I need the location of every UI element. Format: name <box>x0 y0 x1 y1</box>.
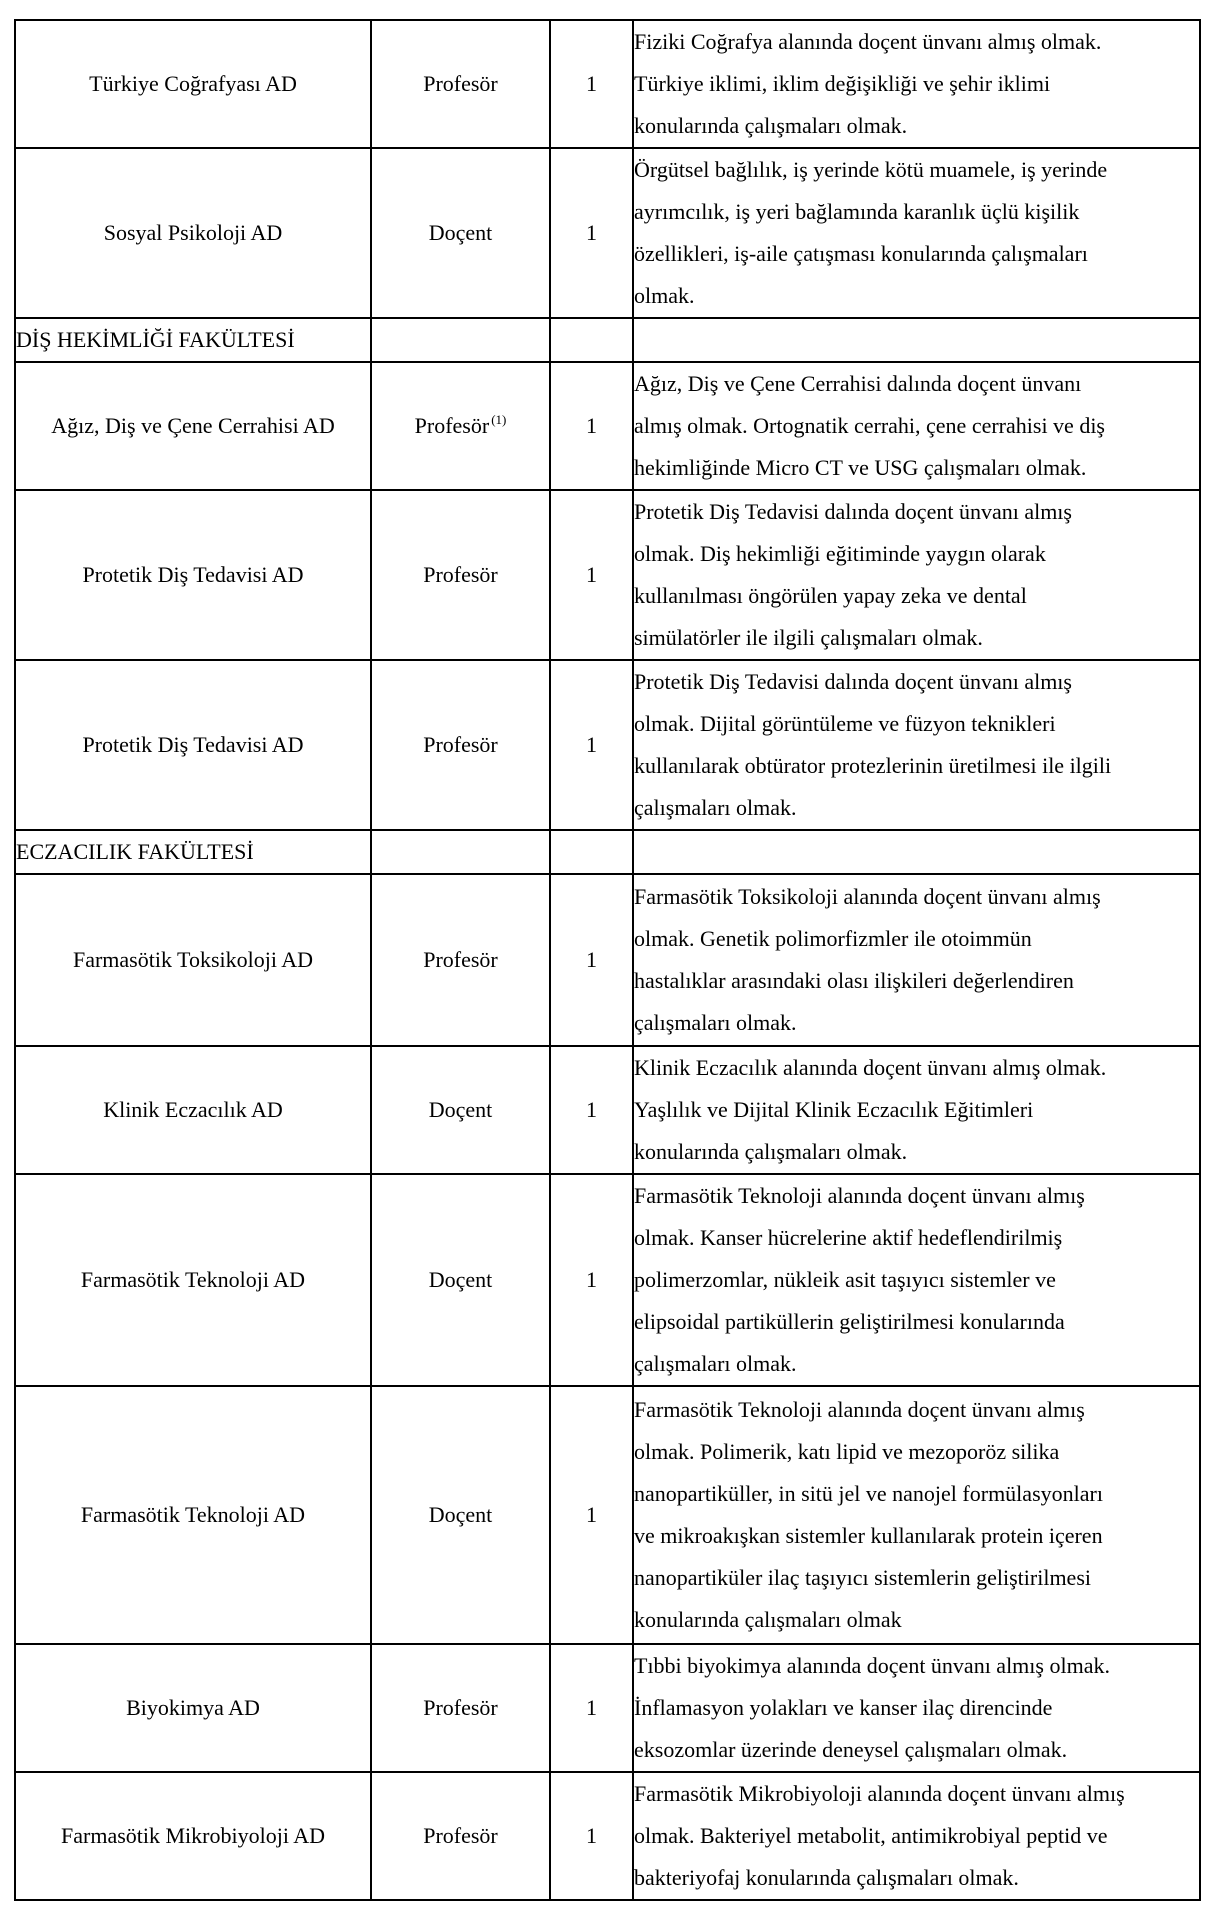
positions-table-body <box>15 20 1200 1900</box>
title-cell <box>371 148 550 318</box>
count-cell: 1 <box>550 660 633 830</box>
requirements-cell <box>633 1046 1200 1174</box>
empty-cell <box>371 318 550 362</box>
requirements-line: olmak. Dijital görüntüleme ve füzyon teknikleri <box>634 711 1056 736</box>
requirements-line: kullanılarak obtürator protezlerinin üretilmesi ile ilgili <box>634 753 1112 778</box>
requirements-line: ve mikroakışkan sistemler kullanılarak protein içeren <box>634 1523 1103 1548</box>
requirements-line: olmak. Bakteriyel metabolit, antimikrobiyal peptid ve <box>634 1823 1108 1848</box>
requirements-cell <box>633 1772 1200 1900</box>
requirements-line: özellikleri, iş-aile çatışması konularında çalışmaları <box>634 241 1088 266</box>
empty-cell <box>371 830 550 874</box>
requirements-line: Tıbbi biyokimya alanında doçent ünvanı almış olmak. <box>634 1653 1110 1678</box>
count-cell: 1 <box>550 874 633 1046</box>
position-row <box>15 660 1200 830</box>
requirements-cell <box>633 1386 1200 1644</box>
title-cell <box>371 1174 550 1386</box>
positions-table <box>14 19 1201 1901</box>
requirements-line: Türkiye iklimi, iklim değişikliği ve şehir iklimi <box>634 71 1051 96</box>
requirements-line: Protetik Diş Tedavisi dalında doçent ünvanı almış <box>634 499 1072 524</box>
footnote-marker: (1) <box>491 412 507 427</box>
count-cell: 1 <box>550 1772 633 1900</box>
department-cell: Türkiye Coğrafyası AD <box>15 20 371 148</box>
position-row <box>15 1386 1200 1644</box>
academic-title: Doçent <box>428 220 493 245</box>
title-cell <box>371 874 550 1046</box>
title-cell <box>371 1386 550 1644</box>
department-cell: Farmasötik Toksikoloji AD <box>15 874 371 1046</box>
position-row <box>15 1644 1200 1772</box>
requirements-line: elipsoidal partiküllerin geliştirilmesi konularında <box>634 1309 1065 1334</box>
requirements-line: olmak. Diş hekimliği eğitiminde yaygın olarak <box>634 541 1046 566</box>
requirements-line: Farmasötik Teknoloji alanında doçent ünvanı almış <box>634 1183 1085 1208</box>
position-row <box>15 148 1200 318</box>
academic-title: Doçent <box>428 1502 493 1527</box>
empty-cell <box>550 318 633 362</box>
title-cell <box>371 1644 550 1772</box>
count-cell: 1 <box>550 1644 633 1772</box>
title-cell <box>371 1046 550 1174</box>
title-cell <box>371 490 550 660</box>
requirements-cell <box>633 1644 1200 1772</box>
requirements-line: eksozomlar üzerinde deneysel çalışmaları olmak. <box>634 1737 1068 1762</box>
requirements-line: olmak. Kanser hücrelerine aktif hedeflendirilmiş <box>634 1225 1063 1250</box>
empty-cell <box>633 318 1200 362</box>
requirements-line: ayrımcılık, iş yeri bağlamında karanlık üçlü kişilik <box>634 199 1080 224</box>
count-cell: 1 <box>550 148 633 318</box>
faculty-section-label: DİŞ HEKİMLİĞİ FAKÜLTESİ <box>15 318 371 362</box>
requirements-line: hastalıklar arasındaki olası ilişkileri değerlendiren <box>634 968 1074 993</box>
title-cell <box>371 1772 550 1900</box>
requirements-cell <box>633 20 1200 148</box>
academic-title: Doçent <box>428 1097 493 1122</box>
position-row <box>15 1174 1200 1386</box>
count-cell: 1 <box>550 1386 633 1644</box>
count-cell: 1 <box>550 362 633 490</box>
position-row <box>15 362 1200 490</box>
academic-title: Profesör <box>423 562 498 587</box>
requirements-line: çalışmaları olmak. <box>634 795 797 820</box>
requirements-cell <box>633 660 1200 830</box>
title-cell <box>371 660 550 830</box>
requirements-cell <box>633 490 1200 660</box>
department-cell: Sosyal Psikoloji AD <box>15 148 371 318</box>
empty-cell <box>633 830 1200 874</box>
requirements-line: kullanılması öngörülen yapay zeka ve dental <box>634 583 1027 608</box>
requirements-cell <box>633 362 1200 490</box>
requirements-line: olmak. Polimerik, katı lipid ve mezoporöz silika <box>634 1439 1060 1464</box>
faculty-section-row <box>15 830 1200 874</box>
count-cell: 1 <box>550 1046 633 1174</box>
faculty-section-label: ECZACILIK FAKÜLTESİ <box>15 830 371 874</box>
requirements-line: Ağız, Diş ve Çene Cerrahisi dalında doçent ünvanı <box>634 371 1082 396</box>
department-cell: Biyokimya AD <box>15 1644 371 1772</box>
academic-title: Profesör <box>423 947 498 972</box>
requirements-line: çalışmaları olmak. <box>634 1010 797 1035</box>
requirements-line: nanopartiküler ilaç taşıyıcı sistemlerin geliştirilmesi <box>634 1565 1091 1590</box>
requirements-line: nanopartiküller, in sitü jel ve nanojel formülasyonları <box>634 1481 1103 1506</box>
position-row <box>15 490 1200 660</box>
position-row <box>15 1772 1200 1900</box>
academic-title: Profesör <box>423 1695 498 1720</box>
requirements-line: Farmasötik Mikrobiyoloji alanında doçent ünvanı almış <box>634 1781 1125 1806</box>
department-cell: Protetik Diş Tedavisi AD <box>15 660 371 830</box>
academic-title: Profesör <box>423 71 498 96</box>
position-row <box>15 874 1200 1046</box>
requirements-cell <box>633 148 1200 318</box>
requirements-line: Klinik Eczacılık alanında doçent ünvanı almış olmak. <box>634 1055 1107 1080</box>
requirements-line: çalışmaları olmak. <box>634 1351 797 1376</box>
department-cell: Protetik Diş Tedavisi AD <box>15 490 371 660</box>
department-cell: Farmasötik Mikrobiyoloji AD <box>15 1772 371 1900</box>
requirements-line: Protetik Diş Tedavisi dalında doçent ünvanı almış <box>634 669 1072 694</box>
requirements-line: Farmasötik Teknoloji alanında doçent ünvanı almış <box>634 1397 1085 1422</box>
requirements-line: konularında çalışmaları olmak. <box>634 113 908 138</box>
position-row <box>15 20 1200 148</box>
requirements-line: Fiziki Coğrafya alanında doçent ünvanı almış olmak. <box>634 29 1102 54</box>
count-cell: 1 <box>550 1174 633 1386</box>
requirements-line: Farmasötik Toksikoloji alanında doçent ünvanı almış <box>634 884 1101 909</box>
count-cell: 1 <box>550 20 633 148</box>
department-cell: Klinik Eczacılık AD <box>15 1046 371 1174</box>
position-row <box>15 1046 1200 1174</box>
title-cell <box>371 20 550 148</box>
requirements-line: olmak. Genetik polimorfizmler ile otoimmün <box>634 926 1032 951</box>
requirements-line: bakteriyofaj konularında çalışmaları olmak. <box>634 1865 1019 1890</box>
requirements-line: almış olmak. Ortognatik cerrahi, çene cerrahisi ve diş <box>634 413 1105 438</box>
requirements-line: Yaşlılık ve Dijital Klinik Eczacılık Eğitimleri <box>634 1097 1034 1122</box>
department-cell: Farmasötik Teknoloji AD <box>15 1386 371 1644</box>
requirements-line: simülatörler ile ilgili çalışmaları olmak. <box>634 625 983 650</box>
requirements-line: Örgütsel bağlılık, iş yerinde kötü muamele, iş yerinde <box>634 157 1108 182</box>
requirements-line: olmak. <box>634 283 695 308</box>
department-cell: Ağız, Diş ve Çene Cerrahisi AD <box>15 362 371 490</box>
requirements-line: hekimliğinde Micro CT ve USG çalışmaları olmak. <box>634 455 1087 480</box>
requirements-line: konularında çalışmaları olmak. <box>634 1139 908 1164</box>
academic-title: Profesör <box>414 413 490 438</box>
requirements-line: polimerzomlar, nükleik asit taşıyıcı sistemler ve <box>634 1267 1056 1292</box>
requirements-line: konularında çalışmaları olmak <box>634 1607 902 1632</box>
title-cell <box>371 362 550 490</box>
academic-title: Profesör <box>423 732 498 757</box>
empty-cell <box>550 830 633 874</box>
department-cell: Farmasötik Teknoloji AD <box>15 1174 371 1386</box>
count-cell: 1 <box>550 490 633 660</box>
requirements-line: İnflamasyon yolakları ve kanser ilaç direncinde <box>634 1695 1053 1720</box>
academic-title: Profesör <box>423 1823 498 1848</box>
requirements-cell <box>633 1174 1200 1386</box>
academic-title: Doçent <box>428 1267 493 1292</box>
faculty-section-row <box>15 318 1200 362</box>
requirements-cell <box>633 874 1200 1046</box>
